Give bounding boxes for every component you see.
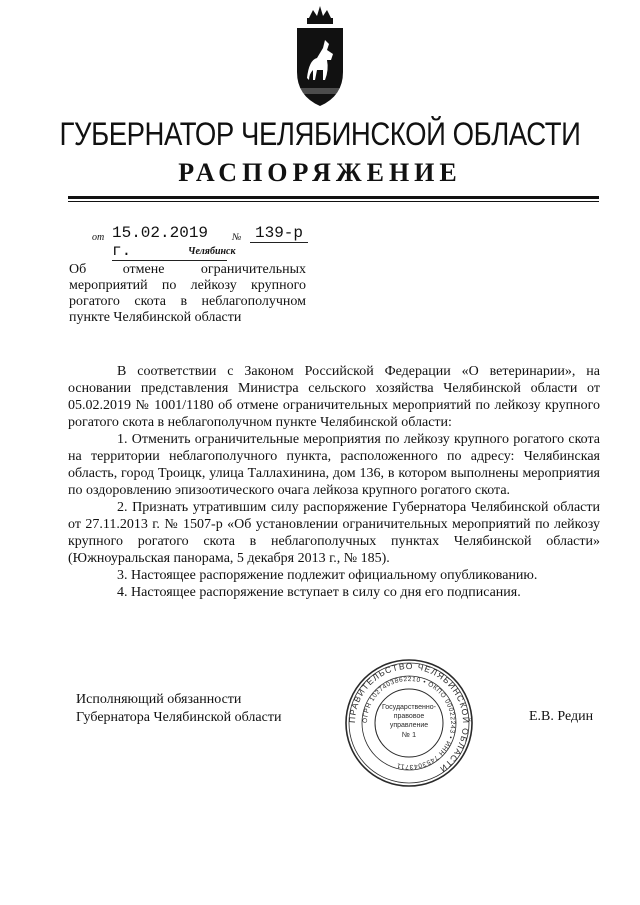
seal-center-line: управление [389,722,429,729]
seal-center-line: № 1 [401,730,417,739]
seal-codes-text: ОГРН 1027403862210 • ОКПО 00022243 • ИНН 7453043711 [361,675,457,771]
seal-center-line: правовое [393,713,425,720]
body-paragraph: 4. Настоящее распоряжение вступает в силу со дня его подписания. [117,585,521,600]
position-line: Исполняющий обязанности [76,692,242,707]
header-rule-thick [68,196,599,199]
document-date: 15.02.2019 г. [112,224,227,261]
date-prefix: от [92,232,105,243]
official-seal-stamp [343,657,475,789]
body-paragraph: 2. Признать утратившим силу распоряжение Губернатора Челябинской области от 27.11.2013 г. № 1507-р «Об установлении ограничительных мероприятий по лейкозу крупного рогатого скота в неблагополучных пунктах Челябинской области» (Южноуральская панорама, 5 декабря 2013 г., № 185). [68,500,600,566]
subject-line: Об отмене ограничительных [69,262,306,277]
document-type: РАСПОРЯЖЕНИЕ [178,158,462,187]
governor-title: ГУБЕРНАТОР ЧЕЛЯБИНСКОЙ ОБЛАСТИ [59,116,581,152]
coat-of-arms-emblem [289,4,351,108]
signatory-name: Е.В. Редин [529,709,594,724]
seal-outer-text: ПРАВИТЕЛЬСТВО ЧЕЛЯБИНСКОЙ ОБЛАСТИ [346,660,472,775]
signatory-position [76,691,281,727]
subject-line: пункте Челябинской области [69,310,242,325]
body-paragraph: В соответствии с Законом Российской Федерации «О ветеринарии», на основании представления Министра сельского хозяйства Челябинской области от 05.02.2019 № 1001/1180 об отмене ограничительных мероприятий по лейкозу крупного рогатого скота в неблагополучном пункте Челябинской области: [68,364,600,430]
city-label: Челябинск [188,246,236,257]
position-line: Губернатора Челябинской области [76,710,282,725]
body-paragraph: 3. Настоящее распоряжение подлежит официальному опубликованию. [117,568,538,583]
number-prefix: № [232,232,242,243]
document-number: 139-р [250,224,308,243]
header-rule-thin [68,201,599,202]
subject-line: мероприятий по лейкозу крупного [69,278,306,293]
document-subject [69,262,306,326]
seal-center-line: Государственно- [381,704,437,711]
body-paragraph: 1. Отменить ограничительные мероприятия по лейкозу крупного рогатого скота на территории неблагополучного пункта, расположенного по адресу: Челябинская область, город Троицк, улица Таллахинина, дом 136, в котором выполнены мероприятия по оздоровлению эпизоотического очага лейкоза крупного рогатого скота. [68,432,600,498]
subject-line: рогатого скота в неблагополучном [69,294,306,309]
document-body [68,363,600,601]
